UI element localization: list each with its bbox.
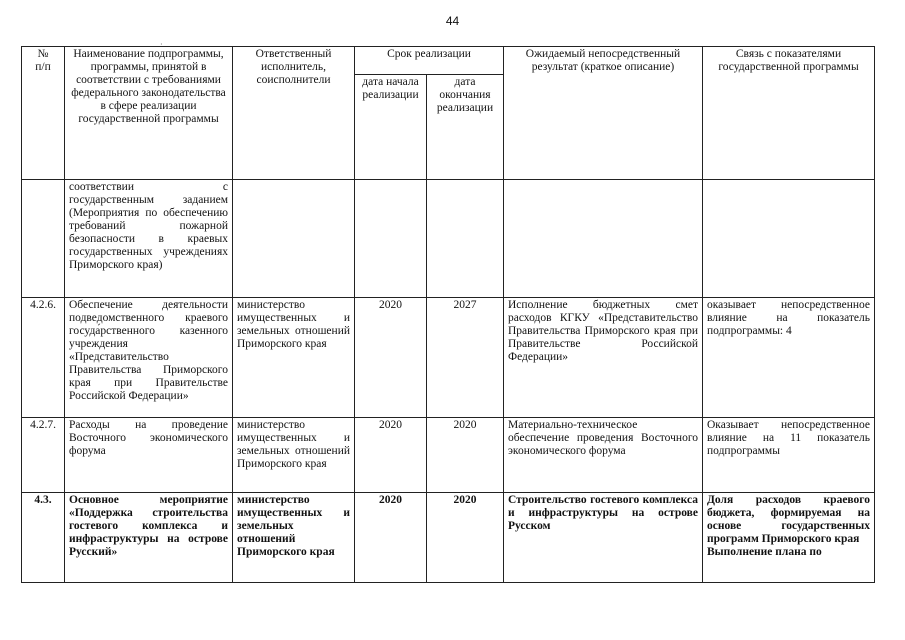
- row-num: [22, 180, 65, 298]
- header-executor: Ответственный исполнитель, соисполнители: [233, 47, 355, 180]
- program-table: [21, 46, 875, 583]
- row-link: [703, 180, 875, 298]
- table-row: [22, 298, 875, 418]
- row-name: соответствии с государственным заданием (Мероприятия по обеспечению требований пожарной безопасности в краевых государственных учреждениях Приморского края): [65, 180, 233, 298]
- row-result: Материально-техническое обеспечение проведения Восточного экономического форума: [504, 418, 703, 493]
- row-end: 2020: [427, 493, 504, 583]
- row-executor: министерство имущественных и земельных отношений Приморского края: [233, 298, 355, 418]
- table-row: [22, 493, 875, 583]
- row-link: оказывает непосредственное влияние на показатель подпрограммы: 4: [703, 298, 875, 418]
- row-start: 2020: [355, 493, 427, 583]
- row-start: [355, 180, 427, 298]
- row-link: Оказывает непосредственное влияние на 11 показатель подпрограммы: [703, 418, 875, 493]
- row-executor: [233, 180, 355, 298]
- row-name: Обеспечение деятельности подведомственного краевого госуда́рственного казенного учреждения «Представительство Правительства Приморского края при Правительстве Российской Федерации»: [65, 298, 233, 418]
- row-end: 2020: [427, 418, 504, 493]
- row-executor: министерство имущественных и земельных отношений Приморского края: [233, 418, 355, 493]
- scan-speck: ·: [160, 40, 163, 49]
- row-end: 2027: [427, 298, 504, 418]
- row-result: Исполнение бюджетных смет расходов КГКУ «Представительство Правительства Приморского края при Правительстве Российской Федерации»: [504, 298, 703, 418]
- row-result: Строительство гостевого комплекса и инфраструктуры на острове Русском: [504, 493, 703, 583]
- row-result: [504, 180, 703, 298]
- row-num: 4.3.: [22, 493, 65, 583]
- page-number: 44: [445, 14, 460, 28]
- row-name: Расходы на проведение Восточного экономического форума: [65, 418, 233, 493]
- row-end: [427, 180, 504, 298]
- table-row: [22, 180, 875, 298]
- row-start: 2020: [355, 418, 427, 493]
- row-num: 4.2.7.: [22, 418, 65, 493]
- header-end: дата окончания реализации: [427, 75, 504, 180]
- row-name: Основное мероприятие «Поддержка строительства гостевого комплекса и инфраструктуры на острове Русский»: [65, 493, 233, 583]
- header-name: Наименование подпрограммы, программы, принятой в соответствии с требованиями федерального законодательства в сфере реализации государственной программы: [65, 47, 233, 180]
- row-executor: министерство имущественных и земельных отношений Приморского края: [233, 493, 355, 583]
- header-link: Связь с показателями государственной программы: [703, 47, 875, 180]
- table-row: [22, 418, 875, 493]
- row-link: Доля расходов краевого бюджета, формируемая на основе государственных программ Приморского края Выполнение плана по: [703, 493, 875, 583]
- row-num: 4.2.6.: [22, 298, 65, 418]
- row-start: 2020: [355, 298, 427, 418]
- header-start: дата начала реализации: [355, 75, 427, 180]
- header-num: № п/п: [22, 47, 65, 180]
- header-result: Ожидаемый непосредственный результат (краткое описание): [504, 47, 703, 180]
- header-period: Срок реализации: [355, 47, 504, 75]
